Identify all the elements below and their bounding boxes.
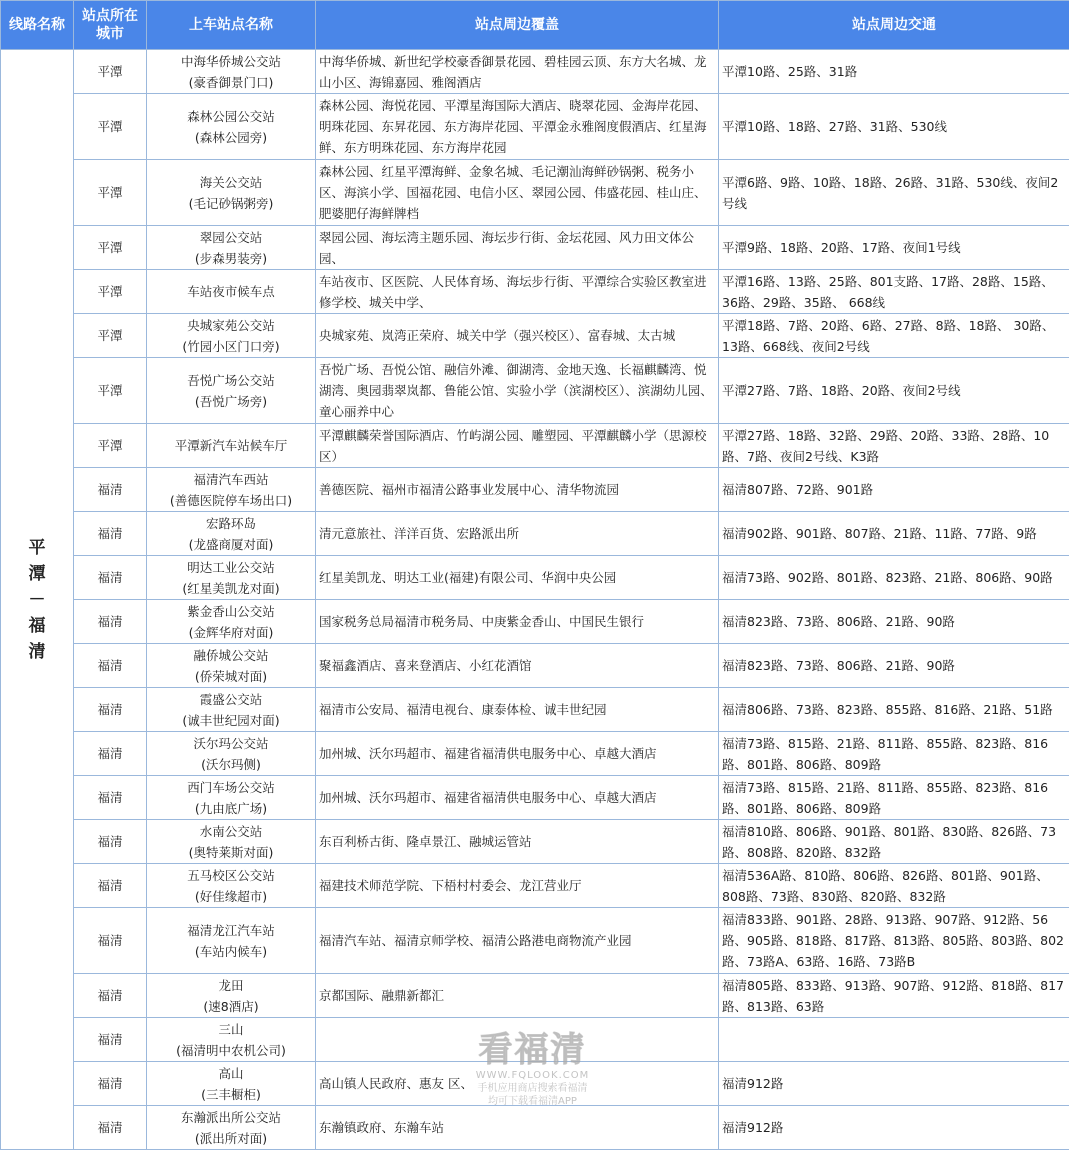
city-cell: 福清 xyxy=(74,1018,147,1062)
traffic-cell: 平潭10路、25路、31路 xyxy=(719,50,1069,94)
station-name: 明达工业公交站 xyxy=(187,559,275,575)
coverage-cell: 车站夜市、区医院、人民体育场、海坛步行街、平潭综合实验区教室进修学校、城关中学、 xyxy=(316,270,719,314)
coverage-cell: 加州城、沃尔玛超市、福建省福清供电服务中心、卓越大酒店 xyxy=(316,776,719,820)
traffic-cell: 福清73路、902路、801路、823路、21路、806路、90路 xyxy=(719,556,1069,600)
watermark-logo: 看福清 xyxy=(478,1030,587,1070)
station-name: 中海华侨城公交站 xyxy=(180,53,281,69)
table-row xyxy=(1,160,1069,226)
city-cell: 平潭 xyxy=(74,314,147,358)
station-note: (红星美凯龙对面) xyxy=(182,580,280,596)
station-note: (福清明中农机公司) xyxy=(176,1042,286,1058)
traffic-cell: 平潭27路、7路、18路、20路、夜间2号线 xyxy=(719,358,1069,424)
city-cell: 福清 xyxy=(74,1062,147,1106)
table-body xyxy=(1,50,1069,1150)
city-cell: 福清 xyxy=(74,556,147,600)
table-row xyxy=(1,644,1069,688)
table-row xyxy=(1,864,1069,908)
station-cell xyxy=(147,776,316,820)
coverage-cell: 森林公园、红星平潭海鲜、金象名城、毛记潮汕海鲜砂锅粥、税务小区、海滨小学、国福花园、电信小区、翠园公园、伟盛花园、桂山庄、肥婆肥仔海鲜牌档 xyxy=(316,160,719,226)
station-note: (速8酒店) xyxy=(203,998,259,1014)
route-name: 平潭－福清 xyxy=(28,537,46,662)
station-name: 央城家苑公交站 xyxy=(187,317,275,333)
city-cell: 福清 xyxy=(74,600,147,644)
station-name: 吾悦广场公交站 xyxy=(187,372,275,388)
coverage-cell: 福清汽车站、福清京师学校、福清公路港电商物流产业园 xyxy=(316,908,719,974)
station-cell xyxy=(147,644,316,688)
station-note: (竹园小区门口旁) xyxy=(182,338,280,354)
table-row xyxy=(1,1018,1069,1062)
station-note: (步森男装旁) xyxy=(194,250,268,266)
city-cell: 福清 xyxy=(74,864,147,908)
traffic-cell: 福清807路、72路、901路 xyxy=(719,468,1069,512)
traffic-cell: 福清73路、815路、21路、811路、855路、823路、816路、801路、806路、809路 xyxy=(719,732,1069,776)
table-row xyxy=(1,358,1069,424)
station-name: 五马校区公交站 xyxy=(187,867,275,883)
city-cell: 平潭 xyxy=(74,270,147,314)
coverage-cell: 平潭麒麟荣誉国际酒店、竹屿湖公园、雕塑园、平潭麒麟小学（思源校区） xyxy=(316,424,719,468)
coverage-cell: 央城家苑、岚湾正荣府、城关中学（强兴校区）、富春城、太古城 xyxy=(316,314,719,358)
station-name: 宏路环岛 xyxy=(205,515,256,531)
table-row xyxy=(1,314,1069,358)
station-cell xyxy=(147,424,316,468)
traffic-cell: 福清823路、73路、806路、21路、90路 xyxy=(719,644,1069,688)
table-row xyxy=(1,688,1069,732)
station-name: 福清龙江汽车站 xyxy=(187,922,275,938)
station-note: (善德医院停车场出口) xyxy=(169,492,293,508)
station-cell xyxy=(147,688,316,732)
station-name: 水南公交站 xyxy=(199,823,263,839)
station-note: (侨荣城对面) xyxy=(194,668,268,684)
station-cell xyxy=(147,468,316,512)
station-name: 平潭新汽车站候车厅 xyxy=(174,438,288,453)
station-note: (金辉华府对面) xyxy=(188,624,274,640)
station-cell xyxy=(147,358,316,424)
station-cell xyxy=(147,908,316,974)
table-row xyxy=(1,94,1069,160)
station-name: 高山 xyxy=(218,1065,244,1081)
coverage-cell: 吾悦广场、吾悦公馆、融信外滩、御湖湾、金地天逸、长福麒麟湾、悦湖湾、奥园翡翠岚都、鲁能公馆、实验小学（滨湖校区）、滨湖幼儿园、童心丽养中心 xyxy=(316,358,719,424)
city-cell: 平潭 xyxy=(74,50,147,94)
table-row xyxy=(1,820,1069,864)
city-cell: 福清 xyxy=(74,1106,147,1150)
traffic-cell: 平潭27路、18路、32路、29路、20路、33路、28路、10路、7路、夜间2号线、K3路 xyxy=(719,424,1069,468)
station-cell xyxy=(147,1018,316,1062)
station-name: 龙田 xyxy=(218,977,244,993)
station-note: (毛记砂锅粥旁) xyxy=(188,195,274,211)
coverage-cell: 善德医院、福州市福清公路事业发展中心、清华物流园 xyxy=(316,468,719,512)
traffic-cell: 福清912路 xyxy=(719,1106,1069,1150)
header-coverage: 站点周边覆盖 xyxy=(316,1,719,50)
city-cell: 平潭 xyxy=(74,358,147,424)
station-note: (豪香御景门口) xyxy=(188,74,274,90)
station-cell xyxy=(147,1062,316,1106)
traffic-cell: 福清823路、73路、806路、21路、90路 xyxy=(719,600,1069,644)
city-cell: 平潭 xyxy=(74,226,147,270)
header-city: 站点所在城市 xyxy=(74,1,147,50)
traffic-cell: 福清806路、73路、823路、855路、816路、21路、51路 xyxy=(719,688,1069,732)
city-cell: 福清 xyxy=(74,644,147,688)
station-name: 福清汽车西站 xyxy=(193,471,269,487)
traffic-cell: 平潭6路、9路、10路、18路、26路、31路、530线、夜间2号线 xyxy=(719,160,1069,226)
traffic-cell: 福清805路、833路、913路、907路、912路、818路、817路、813路、63路 xyxy=(719,974,1069,1018)
station-cell xyxy=(147,160,316,226)
station-cell xyxy=(147,512,316,556)
station-name: 东瀚派出所公交站 xyxy=(180,1109,281,1125)
station-name: 西门车场公交站 xyxy=(187,779,275,795)
coverage-cell: 国家税务总局福清市税务局、中庚紫金香山、中国民生银行 xyxy=(316,600,719,644)
traffic-cell: 福清536A路、810路、806路、826路、801路、901路、808路、73路、830路、820路、832路 xyxy=(719,864,1069,908)
traffic-cell: 平潭10路、18路、27路、31路、530线 xyxy=(719,94,1069,160)
table-row xyxy=(1,1106,1069,1150)
traffic-cell: 福清902路、901路、807路、21路、11路、77路、9路 xyxy=(719,512,1069,556)
table-row xyxy=(1,732,1069,776)
station-name: 翠园公交站 xyxy=(199,229,263,245)
city-cell: 福清 xyxy=(74,512,147,556)
table-row xyxy=(1,226,1069,270)
traffic-cell: 福清912路 xyxy=(719,1062,1069,1106)
coverage-cell: 翠园公园、海坛湾主题乐园、海坛步行街、金坛花园、风力田文体公园、 xyxy=(316,226,719,270)
station-note: (诚丰世纪园对面) xyxy=(182,712,280,728)
coverage-cell: 红星美凯龙、明达工业(福建)有限公司、华润中央公园 xyxy=(316,556,719,600)
coverage-cell: 福清市公安局、福清电视台、康泰体检、诚丰世纪园 xyxy=(316,688,719,732)
station-cell xyxy=(147,1106,316,1150)
city-cell: 福清 xyxy=(74,468,147,512)
city-cell: 福清 xyxy=(74,820,147,864)
station-note: (龙盛商厦对面) xyxy=(188,536,274,552)
table-row xyxy=(1,776,1069,820)
station-cell xyxy=(147,94,316,160)
station-cell xyxy=(147,820,316,864)
coverage-cell: 森林公园、海悦花园、平潭星海国际大酒店、晓翠花园、金海岸花园、明珠花园、东昇花园、东方海岸花园、平潭金永雅阁度假酒店、红星海鲜、东方明珠花园、东方海岸花园 xyxy=(316,94,719,160)
station-note: (奥特莱斯对面) xyxy=(188,844,274,860)
station-note: (九由底广场) xyxy=(194,800,268,816)
station-note: (三丰橱柜) xyxy=(201,1086,261,1102)
coverage-cell xyxy=(316,1018,719,1062)
coverage-cell: 京都国际、融鼎新都汇 xyxy=(316,974,719,1018)
city-cell: 福清 xyxy=(74,974,147,1018)
station-name: 霞盛公交站 xyxy=(199,691,263,707)
watermark-tip-2: 均可下载看福清APP xyxy=(488,1096,577,1107)
coverage-cell: 东瀚镇政府、东瀚车站 xyxy=(316,1106,719,1150)
city-cell: 福清 xyxy=(74,908,147,974)
table-row xyxy=(1,424,1069,468)
station-note: (车站内候车) xyxy=(194,943,268,959)
city-cell: 福清 xyxy=(74,776,147,820)
traffic-cell: 平潭16路、13路、25路、801支路、17路、28路、15路、36路、29路、35路、 668线 xyxy=(719,270,1069,314)
city-cell: 平潭 xyxy=(74,160,147,226)
station-name: 森林公园公交站 xyxy=(187,108,275,124)
city-cell: 福清 xyxy=(74,732,147,776)
station-cell xyxy=(147,226,316,270)
station-note: (森林公园旁) xyxy=(194,129,268,145)
table-row xyxy=(1,974,1069,1018)
table-row xyxy=(1,600,1069,644)
station-name: 车站夜市候车点 xyxy=(187,284,275,299)
traffic-cell: 福清73路、815路、21路、811路、855路、823路、816路、801路、806路、809路 xyxy=(719,776,1069,820)
station-cell xyxy=(147,50,316,94)
station-cell xyxy=(147,864,316,908)
header-station: 上车站点名称 xyxy=(147,1,316,50)
table-header-row xyxy=(1,1,1069,50)
traffic-cell: 平潭18路、7路、20路、6路、27路、8路、18路、 30路、13路、668线、夜间2号线 xyxy=(719,314,1069,358)
route-name-cell xyxy=(1,50,74,1150)
traffic-cell: 福清833路、901路、28路、913路、907路、912路、56路、905路、818路、817路、813路、805路、803路、802路、73路A、63路、16路、73路B xyxy=(719,908,1069,974)
city-cell: 平潭 xyxy=(74,424,147,468)
coverage-cell: 福建技术师范学院、下梧村村委会、龙江营业厅 xyxy=(316,864,719,908)
table-row xyxy=(1,270,1069,314)
station-name: 紫金香山公交站 xyxy=(187,603,275,619)
station-cell xyxy=(147,556,316,600)
station-cell xyxy=(147,314,316,358)
watermark-tip-1: 手机应用商店搜索看福清 xyxy=(477,1083,588,1094)
station-note: (好佳缘超市) xyxy=(194,888,268,904)
station-note: (沃尔玛侧) xyxy=(201,756,261,772)
station-cell xyxy=(147,732,316,776)
station-cell xyxy=(147,974,316,1018)
coverage-cell: 中海华侨城、新世纪学校豪香御景花园、碧桂园云顶、东方大名城、龙山小区、海锦嘉园、雅阁酒店 xyxy=(316,50,719,94)
station-name: 海关公交站 xyxy=(199,174,263,190)
table-row xyxy=(1,908,1069,974)
table-row xyxy=(1,50,1069,94)
station-note: (派出所对面) xyxy=(194,1130,268,1146)
header-traffic: 站点周边交通 xyxy=(719,1,1069,50)
station-cell xyxy=(147,600,316,644)
coverage-cell: 清元意旅社、洋洋百货、宏路派出所 xyxy=(316,512,719,556)
coverage-cell: 高山镇人民政府、惠友 区、 xyxy=(316,1062,719,1106)
traffic-cell: 福清810路、806路、901路、801路、830路、826路、73路、808路、820路、832路 xyxy=(719,820,1069,864)
coverage-cell: 东百利桥古街、隆卓景江、融城运管站 xyxy=(316,820,719,864)
table-row xyxy=(1,512,1069,556)
watermark-url: WWW.FQLOOK.COM xyxy=(475,1070,590,1081)
table-row xyxy=(1,556,1069,600)
traffic-cell xyxy=(719,1018,1069,1062)
station-name: 三山 xyxy=(218,1021,244,1037)
station-name: 沃尔玛公交站 xyxy=(193,735,269,751)
table-row xyxy=(1,468,1069,512)
coverage-cell: 聚福鑫酒店、喜来登酒店、小红花酒馆 xyxy=(316,644,719,688)
traffic-cell: 平潭9路、18路、20路、17路、夜间1号线 xyxy=(719,226,1069,270)
city-cell: 平潭 xyxy=(74,94,147,160)
city-cell: 福清 xyxy=(74,688,147,732)
header-route-name: 线路名称 xyxy=(1,1,74,50)
coverage-cell: 加州城、沃尔玛超市、福建省福清供电服务中心、卓越大酒店 xyxy=(316,732,719,776)
table-row xyxy=(1,1062,1069,1106)
station-cell xyxy=(147,270,316,314)
station-note: (吾悦广场旁) xyxy=(194,393,268,409)
station-name: 融侨城公交站 xyxy=(193,647,269,663)
